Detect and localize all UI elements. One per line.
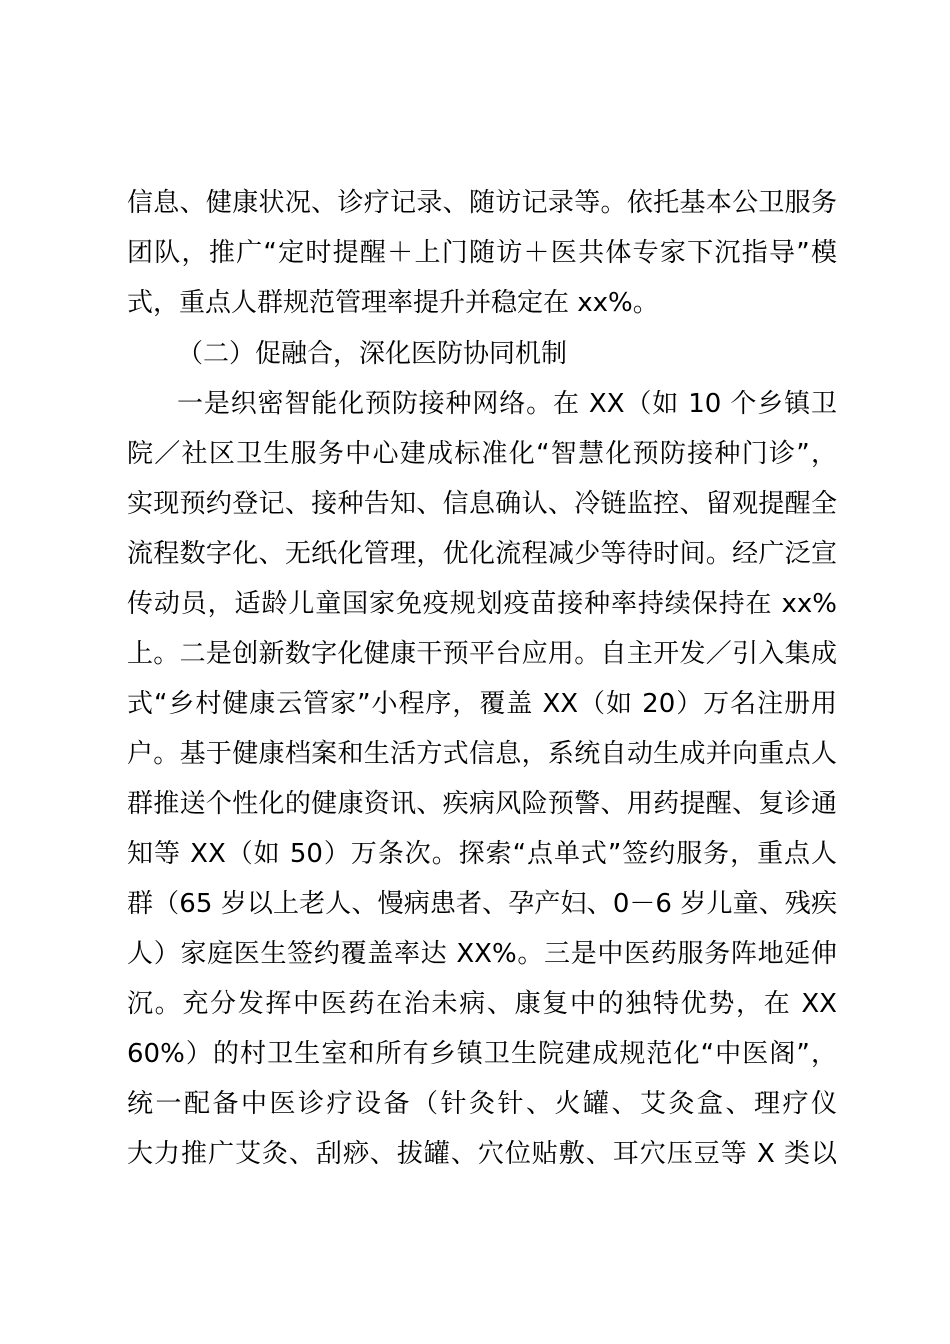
- text-line: 式“乡村健康云管家”小程序，覆盖 XX（如 20）万名注册用: [127, 689, 837, 719]
- text-line: 知等 XX（如 50）万条次。探索“点单式”签约服务，重点人: [127, 839, 837, 869]
- document-body: [127, 178, 837, 1179]
- text-line: 群推送个性化的健康资讯、疾病风险预警、用药提醒、复诊通: [127, 789, 837, 819]
- text-line: 沉。充分发挥中医药在治未病、康复中的独特优势，在 XX: [127, 989, 837, 1019]
- text-line: 传动员，适龄儿童国家免疫规划疫苗接种率持续保持在 xx%: [127, 589, 837, 619]
- text-line: 流程数字化、无纸化管理，优化流程减少等待时间。经广泛宣: [127, 539, 837, 569]
- text-line: 户。基于健康档案和生活方式信息，系统自动生成并向重点人: [127, 739, 837, 769]
- text-line: 一是织密智能化预防接种网络。在 XX（如 10 个乡镇卫: [177, 389, 837, 419]
- text-line: 团队，推广“定时提醒＋上门随访＋医共体专家下沉指导”模: [127, 238, 837, 268]
- text-line: 上。二是创新数字化健康干预平台应用。自主开发／引入集成: [127, 639, 837, 669]
- text-line: 院／社区卫生服务中心建成标准化“智慧化预防接种门诊”，: [127, 439, 837, 469]
- text-line: 式，重点人群规范管理率提升并稳定在 xx%。: [127, 288, 659, 318]
- paragraph-continuation: [127, 178, 837, 328]
- text-line: 信息、健康状况、诊疗记录、随访记录等。依托基本公卫服务: [127, 188, 837, 218]
- paragraph-body: [127, 379, 837, 1179]
- text-line: 群（65 岁以上老人、慢病患者、孕产妇、0－6 岁儿童、残疾: [127, 889, 837, 919]
- text-line: 60%）的村卫生室和所有乡镇卫生院建成规范化“中医阁”，: [127, 1039, 837, 1069]
- text-line: 实现预约登记、接种告知、信息确认、冷链监控、留观提醒全: [127, 489, 837, 519]
- text-line: 统一配备中医诊疗设备（针灸针、火罐、艾灸盒、理疗仪: [127, 1089, 837, 1119]
- text-line: 大力推广艾灸、刮痧、拔罐、穴位贴敷、耳穴压豆等 X 类以: [127, 1139, 837, 1169]
- text-line: 人）家庭医生签约覆盖率达 XX%。三是中医药服务阵地延伸: [127, 939, 837, 969]
- section-heading: （二）促融合，深化医防协同机制: [177, 339, 568, 369]
